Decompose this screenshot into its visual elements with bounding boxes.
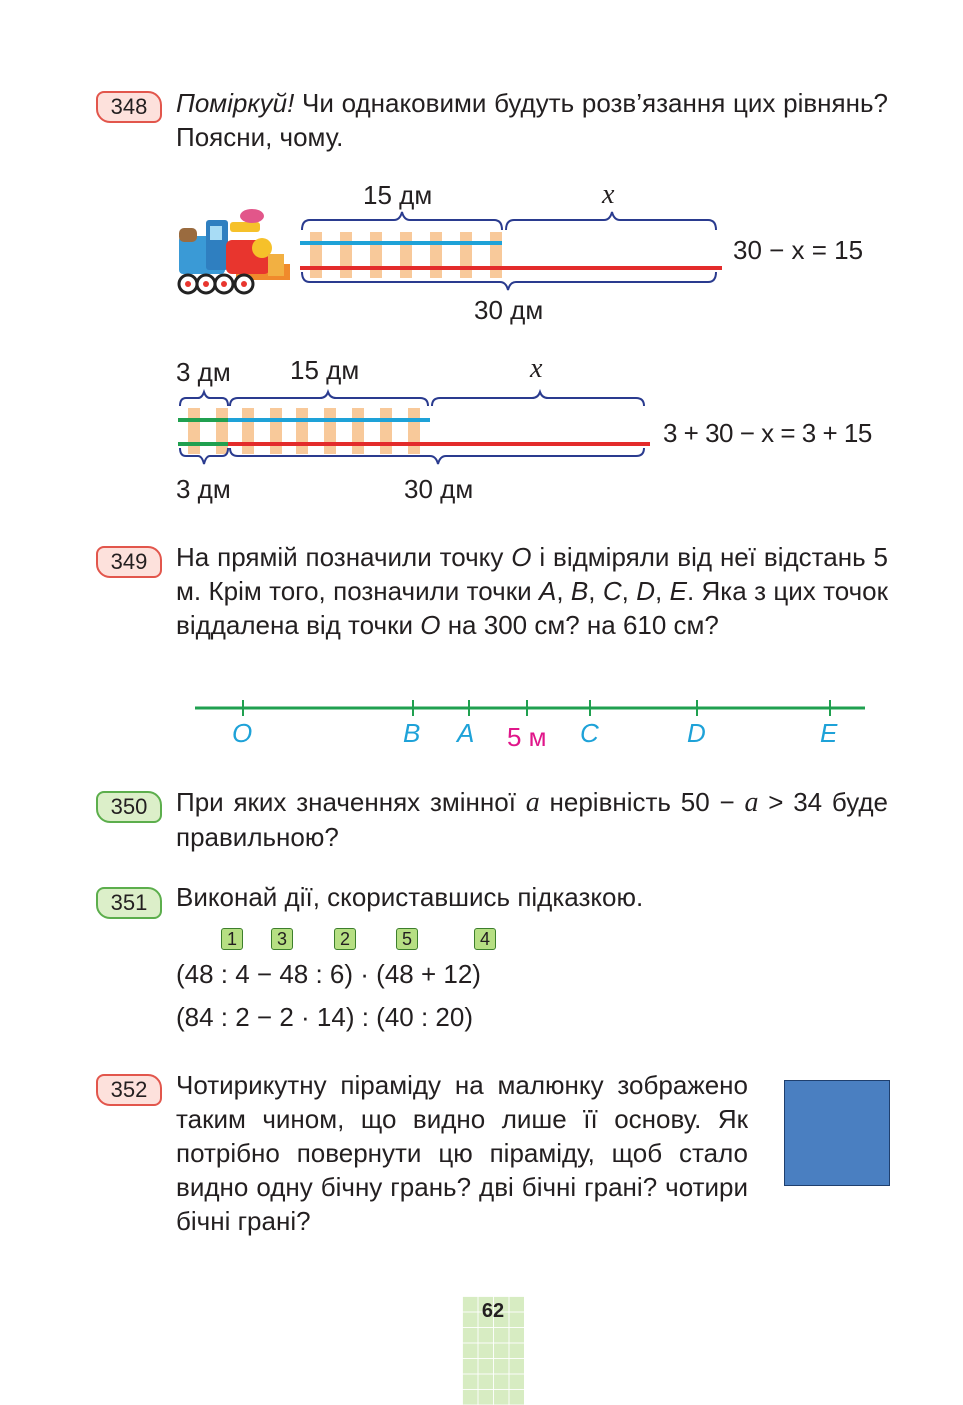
t349-part: і відміряли від неї відстань 5 м. Крім того, позначили точки [176,542,888,606]
t350-var: a [744,787,759,818]
train-icon [176,206,292,298]
t349-part: На прямій позначили точку [176,542,512,572]
task-number-349: 349 [96,546,162,578]
task-348-body: Чи однаковими будуть розв’язання цих рівнянь? Поясни, чому. [176,88,888,152]
task-number-350: 350 [96,791,162,823]
diagram2-label-x: x [530,353,543,384]
task-number-352: 352 [96,1074,162,1106]
number-line [195,696,867,720]
task-number-348: 348 [96,91,162,123]
t349-point-a: A [538,576,557,606]
diagram2-label-30dm: 30 дм [404,474,474,504]
diagram1-label-15dm: 15 дм [363,180,433,210]
diagram2-label-15dm: 15 дм [290,355,360,385]
page-number: 62 [481,1300,505,1322]
t349-part: , [655,576,670,606]
step-marker-2: 2 [334,928,356,950]
expression-2: (84 : 2 − 2 · 14) : (40 : 20) [176,1002,473,1032]
point-label-o: O [232,718,253,748]
t349-point-d: D [636,576,655,606]
t349-part: , [556,576,571,606]
task-350-text [176,785,888,854]
point-label-b: B [403,718,421,748]
t349-point-b: B [570,576,589,606]
diagram2-label-3dm-top: 3 дм [176,357,231,387]
diagram1-label-x: x [602,179,615,210]
diagram1-label-30dm: 30 дм [474,295,544,325]
segment-diagram-1 [296,208,728,294]
t350-part: > 34 буде правильною? [176,787,888,852]
step-marker-4: 4 [474,928,496,950]
task-352-text: Чотирикутну піраміду на малюнку зображено таким чином, що видно лише її основу. Як потрібно повернути цю піраміду, щоб стало видно одну бічну грань? дві бічні грані? чотири бічні грані? [176,1070,748,1236]
step-marker-1: 1 [221,928,243,950]
point-label-e: E [820,718,838,748]
step-marker-3: 3 [271,928,293,950]
task-348-text [176,86,888,154]
task-348-italic: Поміркуй! [176,88,295,118]
equation-2: 3 + 30 − x = 3 + 15 [663,418,872,448]
diagram2-label-3dm-bottom: 3 дм [176,474,231,504]
t350-var: a [525,787,540,818]
task-number-351: 351 [96,887,162,919]
page-number-box [462,1296,524,1405]
measure-label-5m: 5 м [507,722,547,752]
t350-part: При яких значеннях змінної [176,787,526,817]
t349-part: , [621,576,637,606]
t349-point-o2: O [420,610,441,640]
t350-part: нерівність 50 − [539,787,745,817]
pyramid-base-square [784,1080,890,1186]
point-label-c: C [580,718,599,748]
t349-part: . Яка з цих точок віддалена від точки [176,576,889,640]
task-349-text [176,540,888,642]
expression-1: (48 : 4 − 48 : 6) · (48 + 12) [176,959,481,989]
t349-point-c: C [602,576,622,606]
segment-diagram-2 [176,386,654,470]
task-351-text: Виконай дії, скориставшись підказкою. [176,882,644,912]
step-marker-5: 5 [396,928,418,950]
point-label-d: D [687,718,706,748]
point-label-a: A [457,718,475,748]
equation-1: 30 − x = 15 [733,235,864,265]
t349-part: , [588,576,603,606]
t349-point-e: E [669,576,687,606]
t349-part: на 300 см? на 610 см? [440,610,719,640]
t349-point-o: O [511,542,532,572]
